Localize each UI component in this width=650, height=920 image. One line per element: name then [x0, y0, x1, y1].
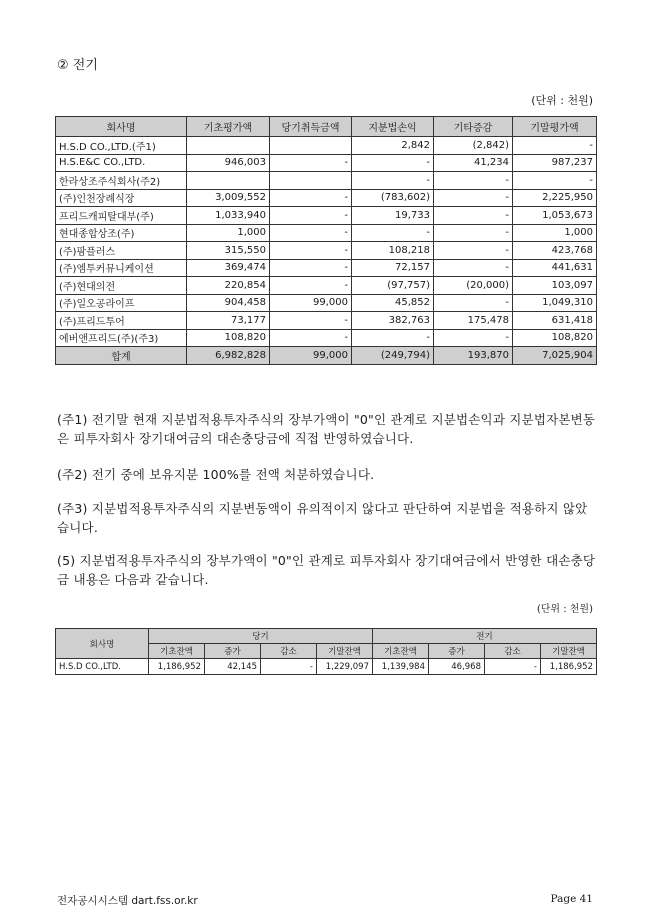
- table-cell: 1,229,097: [317, 659, 373, 675]
- header-acquisition: 당기취득금액: [270, 117, 352, 137]
- company-name-cell: 현대종합상조(주): [56, 224, 187, 242]
- table-cell: 382,763: [352, 312, 434, 330]
- unit-label-2: (단위 : 천원): [536, 604, 593, 615]
- table-cell: -: [513, 137, 597, 155]
- table-cell: [270, 137, 352, 155]
- table-cell: 220,854: [187, 277, 270, 295]
- table-cell: -: [270, 277, 352, 295]
- table-row: [56, 189, 597, 207]
- t2-sub-header: 감소: [261, 644, 317, 659]
- table-header-row: [56, 117, 597, 137]
- t2-header-current: 당기: [149, 629, 373, 644]
- table-row: [56, 242, 597, 260]
- table-cell: [270, 172, 352, 190]
- table-cell: 1,186,952: [541, 659, 597, 675]
- table-row: [56, 137, 597, 155]
- table-cell: (97,757): [352, 277, 434, 295]
- t2-sub-header: 기초잔액: [149, 644, 205, 659]
- company-name-cell: H.S.D CO.,LTD.(주1): [56, 137, 187, 155]
- table-cell: -: [270, 329, 352, 347]
- t2-sub-header: 기말잔액: [317, 644, 373, 659]
- company-name-cell: (주)일오공라이프: [56, 294, 187, 312]
- table-cell: 72,157: [352, 259, 434, 277]
- note-1: (주1) 전기말 현재 지분법적용투자주식의 장부가액이 "0"인 관계로 지분법손익과 지분법자본변동은 피투자회사 장기대여금의 대손충당금에 직접 반영하였습니다.: [57, 412, 596, 446]
- table-cell: 1,186,952: [149, 659, 205, 675]
- total-cell: 7,025,904: [513, 347, 597, 365]
- table-cell: -: [270, 259, 352, 277]
- table-cell: 441,631: [513, 259, 597, 277]
- table-cell: -: [513, 172, 597, 190]
- footer-site: 전자공시시스템 dart.fss.or.kr: [57, 895, 198, 907]
- table-cell: 631,418: [513, 312, 597, 330]
- company-name-cell: 에버앤프리드(주)(주3): [56, 329, 187, 347]
- company-name-cell: H.S.E&C CO.,LTD.: [56, 154, 187, 172]
- table-row: [56, 224, 597, 242]
- table-cell: -: [270, 242, 352, 260]
- table-cell: 175,478: [434, 312, 513, 330]
- table-cell: 108,820: [187, 329, 270, 347]
- table-cell: -: [352, 329, 434, 347]
- table-row: [56, 154, 597, 172]
- table-cell: 1,000: [513, 224, 597, 242]
- header-other-change: 기타증감: [434, 117, 513, 137]
- company-name-cell: (주)엠투커뮤니케이션: [56, 259, 187, 277]
- table-cell: 1,033,940: [187, 207, 270, 225]
- allowance-table: [55, 628, 597, 675]
- total-label: 합계: [56, 347, 187, 365]
- table-cell: -: [270, 224, 352, 242]
- table-cell: -: [434, 207, 513, 225]
- company-name-cell: (주)팜플러스: [56, 242, 187, 260]
- table-cell: [187, 172, 270, 190]
- table-cell: -: [434, 224, 513, 242]
- table-cell: -: [434, 294, 513, 312]
- table-cell: 19,733: [352, 207, 434, 225]
- table-cell: 108,820: [513, 329, 597, 347]
- table-row: [56, 294, 597, 312]
- table-cell: -: [261, 659, 317, 675]
- table-cell: -: [270, 312, 352, 330]
- table-cell: -: [485, 659, 541, 675]
- table-cell: 99,000: [270, 294, 352, 312]
- table-row: [56, 329, 597, 347]
- table-cell: 108,218: [352, 242, 434, 260]
- unit-label: (단위 : 천원): [531, 94, 593, 107]
- header-equity-gain-loss: 지분법손익: [352, 117, 434, 137]
- table-row: [56, 659, 597, 675]
- total-cell: 6,982,828: [187, 347, 270, 365]
- table-cell: -: [352, 172, 434, 190]
- table-cell: -: [434, 259, 513, 277]
- table-cell: 2,225,950: [513, 189, 597, 207]
- table-cell: 1,053,673: [513, 207, 597, 225]
- t2-sub-header: 감소: [485, 644, 541, 659]
- table-cell: -: [352, 154, 434, 172]
- t2-header-company: 회사명: [56, 629, 149, 659]
- total-cell: 99,000: [270, 347, 352, 365]
- table-cell: 2,842: [352, 137, 434, 155]
- note-2: (주2) 전기 중에 보유지분 100%를 전액 처분하였습니다.: [57, 467, 375, 482]
- company-name-cell: (주)인천장례식장: [56, 189, 187, 207]
- table-cell: -: [434, 242, 513, 260]
- table-row: [56, 172, 597, 190]
- company-name-cell: 프리드캐피탈대부(주): [56, 207, 187, 225]
- table-cell: (20,000): [434, 277, 513, 295]
- total-cell: 193,870: [434, 347, 513, 365]
- page-number: Page 41: [550, 893, 593, 905]
- table-row: [56, 207, 597, 225]
- t2-sub-header: 증가: [205, 644, 261, 659]
- company-name-cell: (주)프리드투어: [56, 312, 187, 330]
- note-3: (주3) 지분법적용투자주식의 지분변동액이 유의적이지 않다고 판단하여 지분법을 적용하지 않았습니다.: [57, 501, 588, 535]
- table-cell: [187, 137, 270, 155]
- table-cell: -: [270, 154, 352, 172]
- header-beginning-value: 기초평가액: [187, 117, 270, 137]
- table-cell: 73,177: [187, 312, 270, 330]
- table-cell: 1,000: [187, 224, 270, 242]
- equity-method-table: [55, 116, 597, 365]
- table-cell: 315,550: [187, 242, 270, 260]
- table-row: [56, 312, 597, 330]
- header-company: 회사명: [56, 117, 187, 137]
- table-cell: (2,842): [434, 137, 513, 155]
- header-ending-value: 기말평가액: [513, 117, 597, 137]
- table-cell: -: [434, 329, 513, 347]
- table-cell: 3,009,552: [187, 189, 270, 207]
- t2-sub-header: 기초잔액: [373, 644, 429, 659]
- table-cell: -: [434, 172, 513, 190]
- table-cell: 1,139,984: [373, 659, 429, 675]
- table-cell: -: [270, 189, 352, 207]
- table-cell: H.S.D CO.,LTD.: [56, 659, 149, 675]
- table-row: [56, 277, 597, 295]
- total-cell: (249,794): [352, 347, 434, 365]
- table-cell: 42,145: [205, 659, 261, 675]
- total-row: [56, 347, 597, 365]
- section-title: ② 전기: [57, 58, 98, 73]
- table-cell: 103,097: [513, 277, 597, 295]
- t2-sub-header: 증가: [429, 644, 485, 659]
- table-cell: 41,234: [434, 154, 513, 172]
- table-cell: 423,768: [513, 242, 597, 260]
- table-cell: 45,852: [352, 294, 434, 312]
- t2-header-prior: 전기: [373, 629, 597, 644]
- table-cell: -: [352, 224, 434, 242]
- company-name-cell: 한라상조주식회사(주2): [56, 172, 187, 190]
- table-cell: 904,458: [187, 294, 270, 312]
- company-name-cell: (주)현대의전: [56, 277, 187, 295]
- table-cell: 946,003: [187, 154, 270, 172]
- table-cell: (783,602): [352, 189, 434, 207]
- t2-sub-header: 기말잔액: [541, 644, 597, 659]
- table-cell: 369,474: [187, 259, 270, 277]
- table-cell: 987,237: [513, 154, 597, 172]
- table-cell: -: [270, 207, 352, 225]
- table-cell: 1,049,310: [513, 294, 597, 312]
- table-row: [56, 259, 597, 277]
- note-5: (5) 지분법적용투자주식의 장부가액이 "0"인 관계로 피투자회사 장기대여금에서 반영한 대손충당금 내용은 다음과 같습니다.: [57, 553, 596, 587]
- table-cell: -: [434, 189, 513, 207]
- table-cell: 46,968: [429, 659, 485, 675]
